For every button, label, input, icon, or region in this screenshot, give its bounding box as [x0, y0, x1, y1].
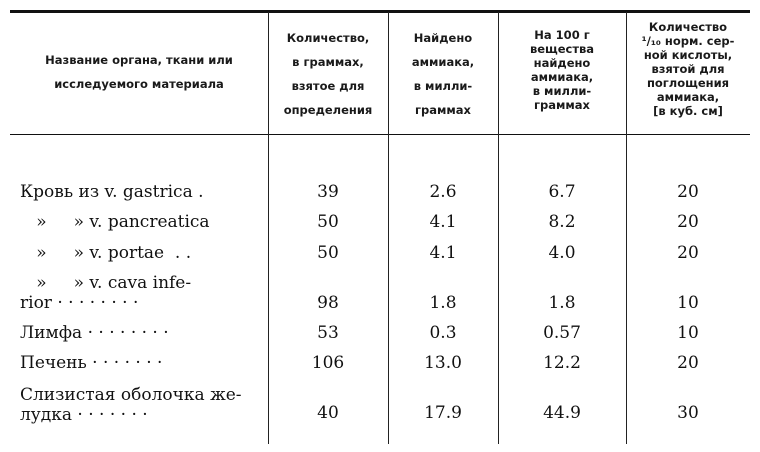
cell-ammonia-found: 2.6	[429, 182, 457, 202]
cell-ammonia-found: 4.1	[429, 212, 457, 232]
cell-ammonia-found: 17.9	[424, 403, 462, 423]
cell-acid-volume: 30	[677, 403, 699, 423]
header-quantity-grams: Количество, в граммах, взятое для определения	[283, 31, 373, 117]
cell-quantity: 98	[317, 293, 339, 313]
cell-ammonia-found: 13.0	[424, 353, 462, 373]
cell-acid-volume: 20	[677, 182, 699, 202]
cell-ammonia-found: 1.8	[429, 293, 457, 313]
row-label: Слизистая оболочка же-	[20, 385, 242, 405]
header-ammonia-per-100g: На 100 г вещества найдено аммиака, в милли- граммах	[529, 28, 595, 112]
row-label: Лимфа · · · · · · · ·	[20, 323, 169, 343]
cell-acid-volume: 20	[677, 212, 699, 232]
cell-acid-volume: 10	[677, 323, 699, 343]
row-label: » » v. portae . .	[20, 243, 192, 263]
row-label: » » v. cava infe-	[20, 273, 192, 293]
cell-quantity: 50	[317, 243, 339, 263]
row-label-continuation: лудка · · · · · · ·	[20, 405, 148, 425]
cell-quantity: 50	[317, 212, 339, 232]
row-label: » » v. pancreatica	[20, 212, 210, 232]
cell-per-100g: 12.2	[543, 353, 581, 373]
row-label: Кровь из v. gastrica .	[20, 182, 204, 202]
cell-quantity: 39	[317, 182, 339, 202]
cell-per-100g: 44.9	[543, 403, 581, 423]
header-bottom-rule	[10, 134, 750, 135]
cell-per-100g: 6.7	[548, 182, 576, 202]
row-label: Печень · · · · · · ·	[20, 353, 163, 373]
header-organ-name: Название органа, ткани или исследуемого материала	[45, 53, 233, 91]
cell-acid-volume: 20	[677, 243, 699, 263]
cell-acid-volume: 10	[677, 293, 699, 313]
table-top-rule	[10, 10, 750, 13]
cell-per-100g: 4.0	[548, 243, 576, 263]
cell-per-100g: 0.57	[543, 323, 581, 343]
cell-quantity: 40	[317, 403, 339, 423]
cell-per-100g: 8.2	[548, 212, 576, 232]
header-ammonia-found: Найдено аммиака, в милли- граммах	[411, 31, 475, 117]
header-acid-volume: Количество ¹/₁₀ норм. сер- ной кислоты, взятой для поглощения аммиака, [в куб. см]	[641, 20, 735, 118]
cell-ammonia-found: 0.3	[429, 323, 457, 343]
row-label-continuation: rior · · · · · · · ·	[20, 293, 139, 313]
cell-quantity: 106	[311, 353, 345, 373]
cell-quantity: 53	[317, 323, 339, 343]
cell-ammonia-found: 4.1	[429, 243, 457, 263]
cell-per-100g: 1.8	[548, 293, 576, 313]
cell-acid-volume: 20	[677, 353, 699, 373]
